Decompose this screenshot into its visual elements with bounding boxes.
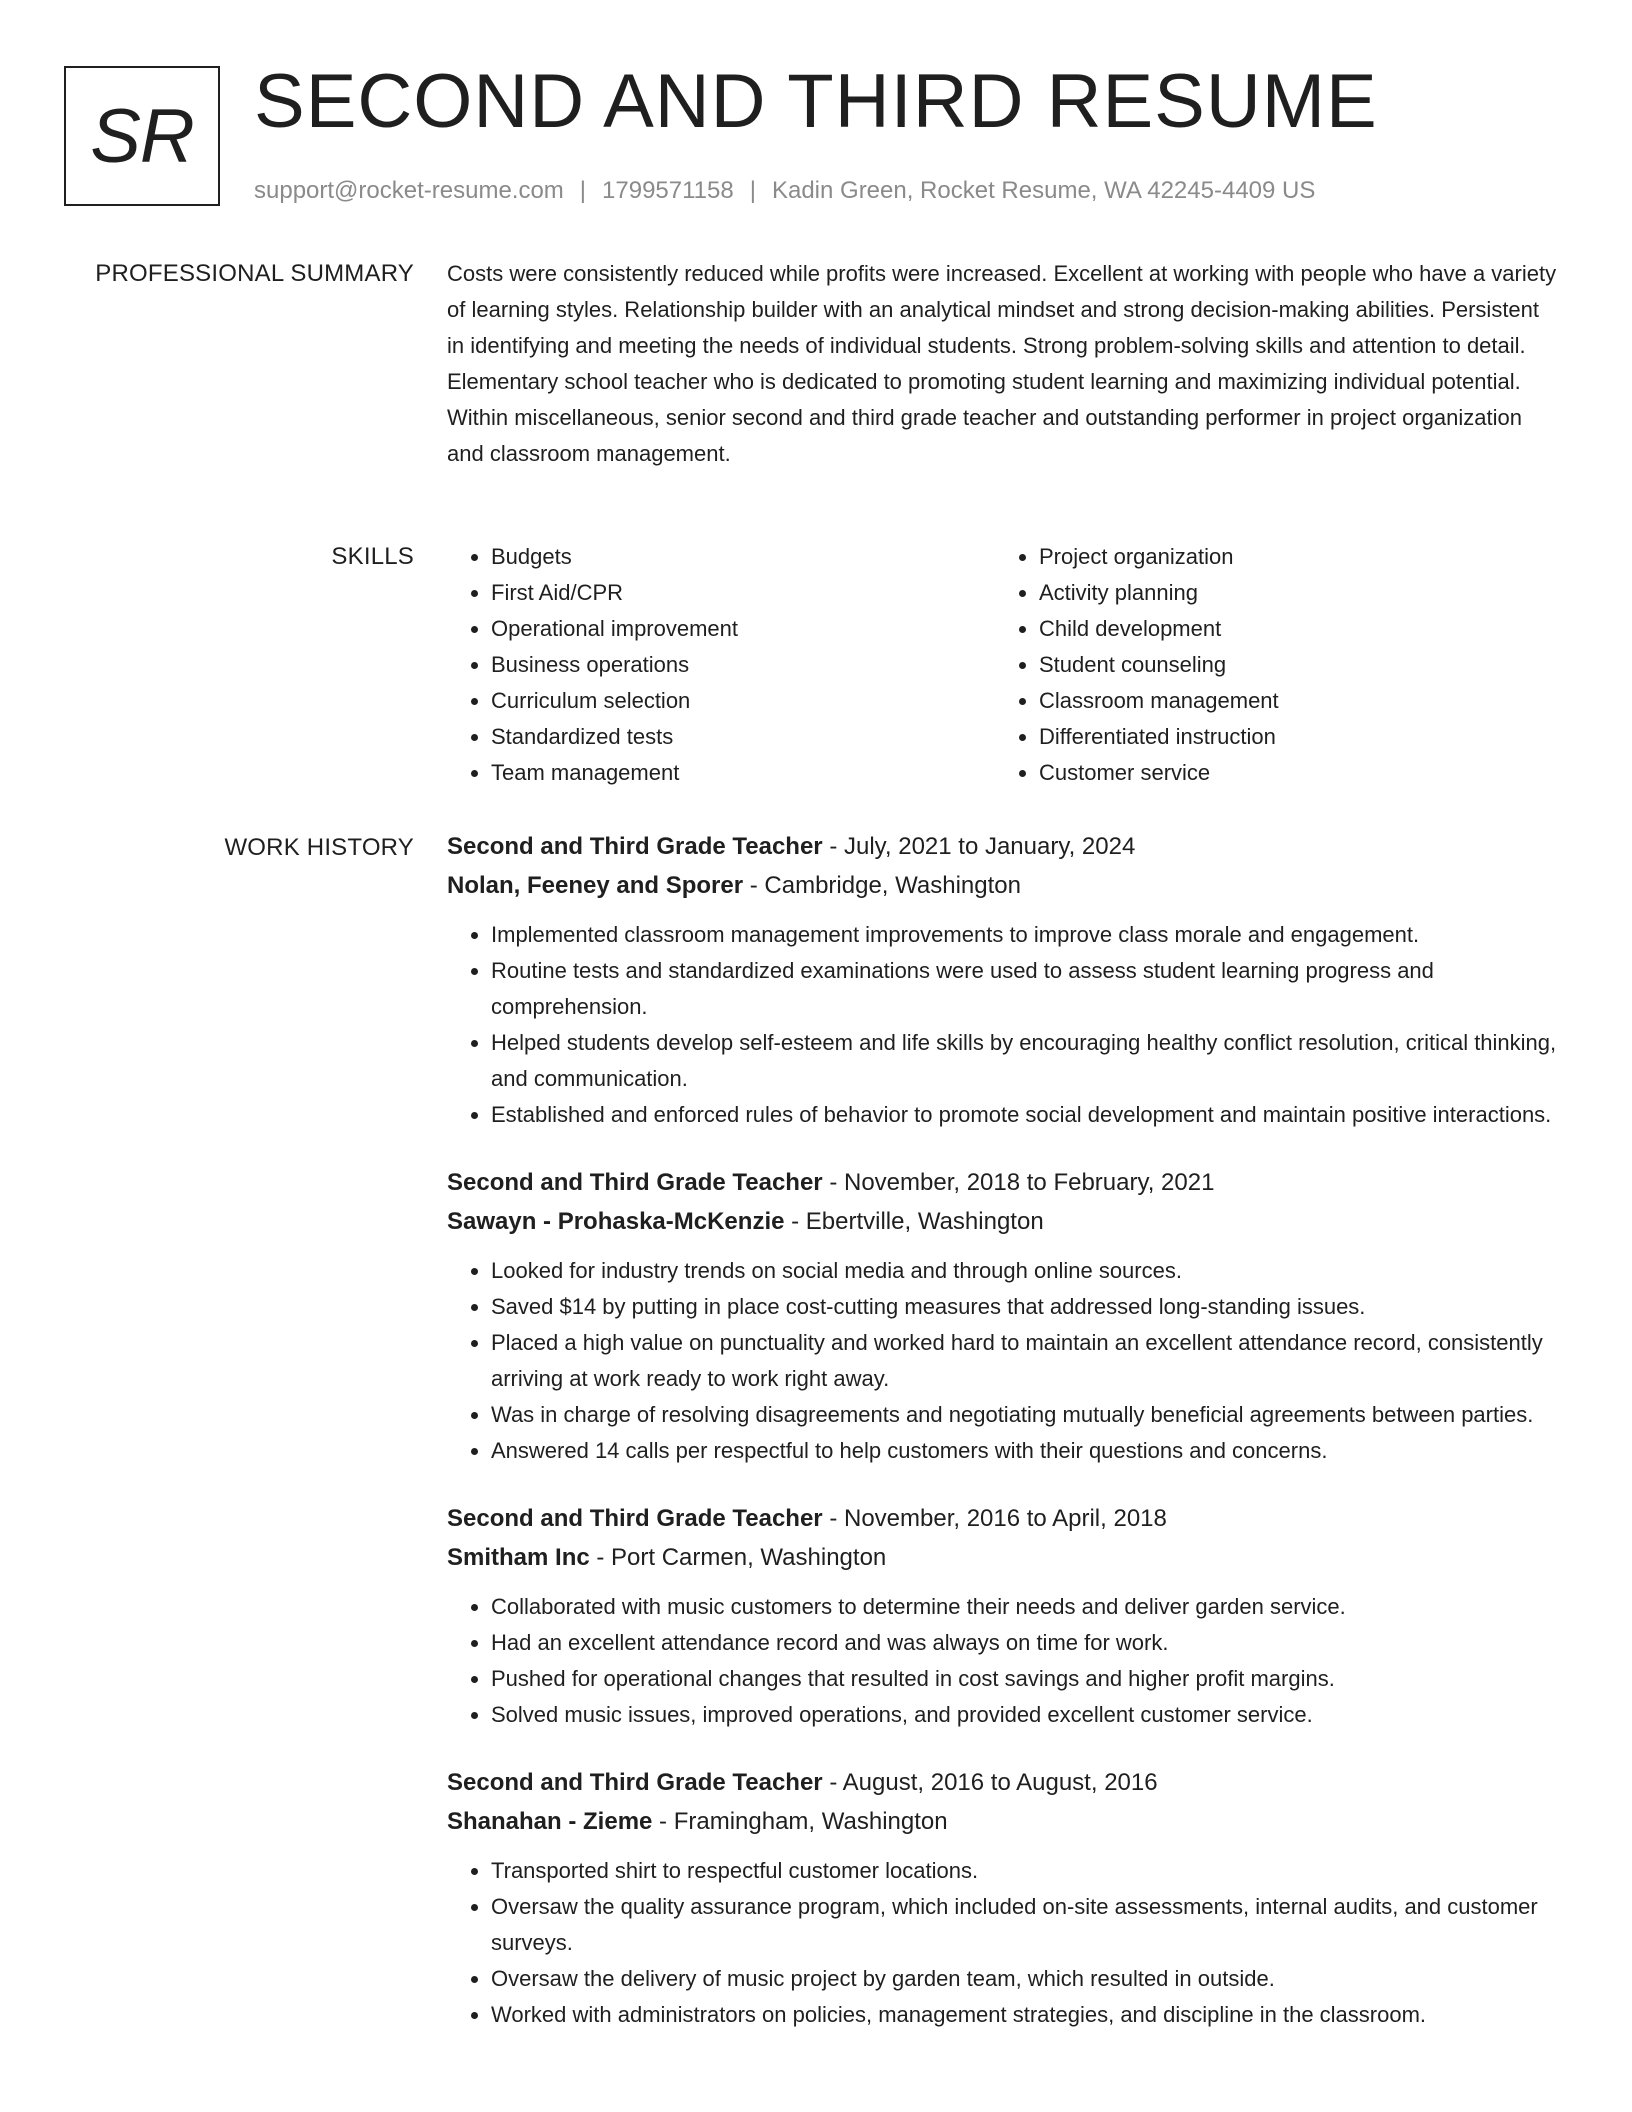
skill-item: • Curriculum selection xyxy=(491,683,995,719)
job-bullet: • Established and enforced rules of behavior to promote social development and maintain positive interactions. xyxy=(491,1097,1559,1133)
job-dates: - November, 2016 to April, 2018 xyxy=(822,1505,1167,1532)
job-location: - Framingham, Washington xyxy=(652,1808,948,1835)
job-bullets xyxy=(447,1589,1559,1733)
contact-line xyxy=(254,174,1315,208)
job-location: - Cambridge, Washington xyxy=(743,872,1021,899)
job-bullet: • Transported shirt to respectful customer locations. xyxy=(491,1853,1559,1889)
job-entry xyxy=(447,1499,1559,1733)
job-bullet: • Pushed for operational changes that resulted in cost savings and higher profit margins. xyxy=(491,1661,1559,1697)
skill-item: • Differentiated instruction xyxy=(1039,719,1543,755)
job-company-line xyxy=(447,1538,1559,1577)
skill-item: • Activity planning xyxy=(1039,575,1543,611)
skill-item: • Business operations xyxy=(491,647,995,683)
skill-item: • Student counseling xyxy=(1039,647,1543,683)
job-bullet: • Solved music issues, improved operations, and provided excellent customer service. xyxy=(491,1697,1559,1733)
job-bullets xyxy=(447,1253,1559,1469)
job-bullet: • Had an excellent attendance record and was always on time for work. xyxy=(491,1625,1559,1661)
skills-heading: SKILLS xyxy=(331,543,414,570)
contact-phone[interactable]: 1799571158 xyxy=(602,177,734,204)
job-dates: - July, 2021 to January, 2024 xyxy=(822,833,1136,860)
job-company-line xyxy=(447,1802,1559,1841)
job-title: Second and Third Grade Teacher xyxy=(447,833,823,860)
contact-address: Kadin Green, Rocket Resume, WA 42245-4409 US xyxy=(771,177,1316,204)
job-bullet: • Helped students develop self-esteem and life skills by encouraging healthy conflict resolution, critical thinking, and communication. xyxy=(491,1025,1559,1097)
job-title: Second and Third Grade Teacher xyxy=(447,1505,823,1532)
job-location: - Port Carmen, Washington xyxy=(589,1544,887,1571)
job-bullet: • Worked with administrators on policies, management strategies, and discipline in the classroom. xyxy=(491,1997,1559,2033)
skill-item: • Operational improvement xyxy=(491,611,995,647)
skill-item: • Project organization xyxy=(1039,539,1543,575)
resume-name: SECOND AND THIRD RESUME xyxy=(254,59,1378,144)
job-bullets xyxy=(447,1853,1559,2033)
skill-item: • Classroom management xyxy=(1039,683,1543,719)
skill-item: • Budgets xyxy=(491,539,995,575)
skill-item: • Standardized tests xyxy=(491,719,995,755)
contact-separator: | xyxy=(579,177,587,204)
job-title: Second and Third Grade Teacher xyxy=(447,1769,823,1796)
skills-columns xyxy=(447,539,1559,791)
job-bullet: • Routine tests and standardized examinations were used to assess student learning progress and comprehension. xyxy=(491,953,1559,1025)
skills-list-right xyxy=(995,539,1543,791)
job-title-line xyxy=(447,1499,1559,1538)
job-company-line xyxy=(447,1202,1559,1241)
skills-list-left xyxy=(447,539,995,791)
contact-email[interactable]: support@rocket-resume.com xyxy=(254,177,564,204)
job-entry xyxy=(447,827,1559,1133)
skill-item: • Child development xyxy=(1039,611,1543,647)
monogram-badge: SR xyxy=(64,66,220,206)
job-bullets xyxy=(447,917,1559,1133)
job-bullet: • Answered 14 calls per respectful to help customers with their questions and concerns. xyxy=(491,1433,1559,1469)
summary-heading: PROFESSIONAL SUMMARY xyxy=(95,260,414,287)
job-bullet: • Oversaw the quality assurance program, which included on-site assessments, internal audits, and customer surveys. xyxy=(491,1889,1559,1961)
skill-item: • Team management xyxy=(491,755,995,791)
job-bullet: • Looked for industry trends on social media and through online sources. xyxy=(491,1253,1559,1289)
job-title-line xyxy=(447,1763,1559,1802)
job-location: - Ebertville, Washington xyxy=(784,1208,1044,1235)
job-title-line xyxy=(447,1163,1559,1202)
job-entry xyxy=(447,1163,1559,1469)
job-title-line xyxy=(447,827,1559,866)
skill-item: • First Aid/CPR xyxy=(491,575,995,611)
job-bullet: • Placed a high value on punctuality and worked hard to maintain an excellent attendance record, consistently arriving at work ready to work right away. xyxy=(491,1325,1559,1397)
job-title: Second and Third Grade Teacher xyxy=(447,1169,823,1196)
job-company: Shanahan - Zieme xyxy=(447,1808,653,1835)
skill-item: • Customer service xyxy=(1039,755,1543,791)
job-bullet: • Was in charge of resolving disagreements and negotiating mutually beneficial agreements between parties. xyxy=(491,1397,1559,1433)
job-company: Smitham Inc xyxy=(447,1544,590,1571)
job-dates: - August, 2016 to August, 2016 xyxy=(822,1769,1158,1796)
job-bullet: • Implemented classroom management improvements to improve class morale and engagement. xyxy=(491,917,1559,953)
contact-separator: | xyxy=(749,177,756,204)
job-company-line xyxy=(447,866,1559,905)
job-company: Nolan, Feeney and Sporer xyxy=(447,872,744,899)
job-bullet: • Saved $14 by putting in place cost-cutting measures that addressed long-standing issues. xyxy=(491,1289,1559,1325)
job-entry xyxy=(447,1763,1559,2033)
job-bullet: • Collaborated with music customers to determine their needs and deliver garden service. xyxy=(491,1589,1559,1625)
work-history-heading: WORK HISTORY xyxy=(224,834,414,861)
job-dates: - November, 2018 to February, 2021 xyxy=(822,1169,1215,1196)
summary-text: Costs were consistently reduced while profits were increased. Excellent at working with people who have a variety of learning styles. Relationship builder with an analytical mindset and strong decision-making abilities. Persistent in identifying and meeting the needs of individual students. Strong problem-solving skills and attention to detail. Elementary school teacher who is dedicated to promoting student learning and maximizing individual potential. Within miscellaneous, senior second and third grade teacher and outstanding performer in project organization and classroom management. xyxy=(447,261,1557,466)
job-company: Sawayn - Prohaska-McKenzie xyxy=(447,1208,785,1235)
job-bullet: • Oversaw the delivery of music project by garden team, which resulted in outside. xyxy=(491,1961,1559,1997)
